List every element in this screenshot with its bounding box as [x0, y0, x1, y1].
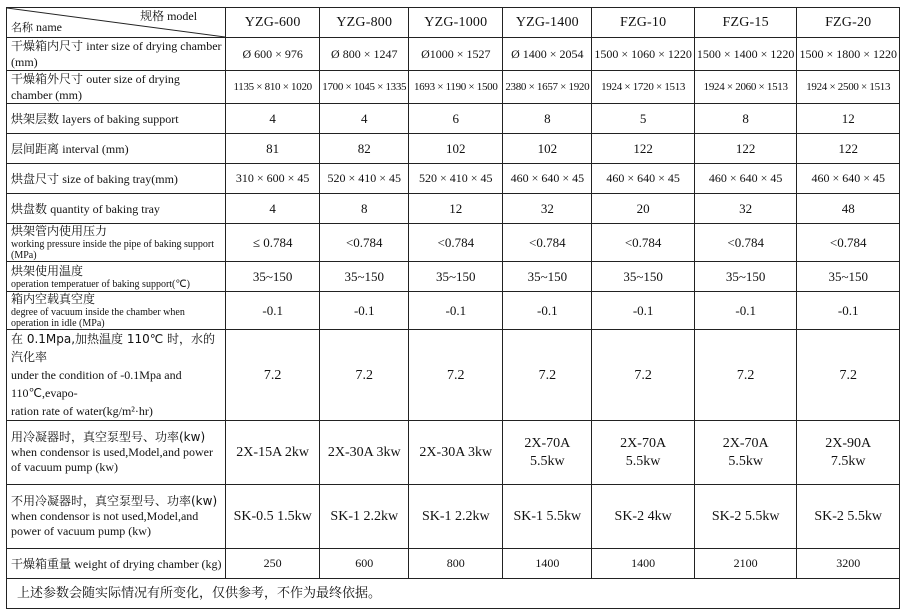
value-cell: Ø 600 × 976	[226, 38, 320, 71]
value-cell: 48	[797, 194, 900, 224]
value-cell: SK-1 2.2kw	[409, 485, 503, 549]
header-row	[7, 8, 900, 38]
row-label	[7, 292, 226, 330]
value-cell: -0.1	[694, 292, 797, 330]
value-cell: -0.1	[592, 292, 695, 330]
value-cell: 1500 × 1060 × 1220	[592, 38, 695, 71]
value-cell: <0.784	[320, 224, 409, 262]
spec-row	[7, 292, 900, 330]
value-cell: <0.784	[503, 224, 592, 262]
value-cell: 1135 × 810 × 1020	[226, 71, 320, 104]
value-cell: 1400	[503, 549, 592, 579]
row-label-en: outer size of drying chamber (mm)	[11, 72, 180, 102]
value-cell: 1693 × 1190 × 1500	[409, 71, 503, 104]
value-cell: 3200	[797, 549, 900, 579]
value-cell: 520 × 410 × 45	[320, 164, 409, 194]
value-cell: 122	[797, 134, 900, 164]
row-label-en: when condensor is used,Model,and power	[11, 445, 213, 459]
spec-row	[7, 104, 900, 134]
value-cell: 1400	[592, 549, 695, 579]
value-cell: 460 × 640 × 45	[797, 164, 900, 194]
value-cell: 7.2	[503, 330, 592, 421]
row-label	[7, 549, 226, 579]
row-label-zh: 在 0.1Mpa,加热温度 110℃ 时，水的汽化率	[11, 332, 216, 364]
row-label	[7, 71, 226, 104]
value-cell: 1924 × 2500 × 1513	[797, 71, 900, 104]
value-cell: <0.784	[797, 224, 900, 262]
row-label	[7, 194, 226, 224]
value-cell: 460 × 640 × 45	[694, 164, 797, 194]
footnote-row	[7, 579, 900, 609]
model-header-6: FZG-20	[797, 8, 900, 38]
model-header-2: YZG-1000	[409, 8, 503, 38]
value-cell: 460 × 640 × 45	[503, 164, 592, 194]
row-label-zh: 不用冷凝器时，真空泵型号、功率(kw)	[11, 494, 218, 508]
row-label	[7, 134, 226, 164]
value-cell: 32	[503, 194, 592, 224]
value-cell: 7.2	[320, 330, 409, 421]
model-header-3: YZG-1400	[503, 8, 592, 38]
row-label-en: power of vacuum pump (kw)	[11, 524, 151, 538]
row-label-en: size of baking tray(mm)	[62, 171, 178, 186]
value-cell: 2X-70A 5.5kw	[694, 421, 797, 485]
spec-row	[7, 262, 900, 292]
value-cell: 2100	[694, 549, 797, 579]
row-label-en: of vacuum pump (kw)	[11, 460, 118, 474]
value-cell: -0.1	[797, 292, 900, 330]
value-cell: 2X-70A 5.5kw	[503, 421, 592, 485]
row-label	[7, 224, 226, 262]
row-label-en: layers of baking support	[62, 111, 179, 126]
row-label-zh: 层间距离	[11, 141, 60, 156]
spec-row	[7, 38, 900, 71]
value-cell: 35~150	[226, 262, 320, 292]
name-label: 名称 name	[11, 20, 62, 34]
spec-table	[6, 7, 900, 609]
value-cell: 35~150	[409, 262, 503, 292]
value-cell: SK-1 2.2kw	[320, 485, 409, 549]
spec-row	[7, 549, 900, 579]
model-header-0: YZG-600	[226, 8, 320, 38]
value-cell: 12	[797, 104, 900, 134]
row-label	[7, 38, 226, 71]
value-cell: 7.2	[592, 330, 695, 421]
value-cell: 35~150	[320, 262, 409, 292]
value-cell: 81	[226, 134, 320, 164]
value-cell: 122	[694, 134, 797, 164]
value-cell: 35~150	[503, 262, 592, 292]
row-label	[7, 421, 226, 485]
spec-row	[7, 421, 900, 485]
row-label-zh: 烘盘尺寸	[11, 171, 60, 186]
row-label-en: weight of drying chamber (kg)	[74, 556, 222, 571]
value-cell: 8	[694, 104, 797, 134]
row-label-en: ration rate of water(kg/m²·hr)	[11, 404, 153, 418]
value-cell: 4	[226, 104, 320, 134]
row-label-en: when condensor is not used,Model,and	[11, 509, 199, 523]
value-cell: 5	[592, 104, 695, 134]
value-cell: 460 × 640 × 45	[592, 164, 695, 194]
spec-row	[7, 164, 900, 194]
value-cell: 1924 × 2060 × 1513	[694, 71, 797, 104]
value-cell: 7.2	[797, 330, 900, 421]
value-cell: 310 × 600 × 45	[226, 164, 320, 194]
row-label	[7, 164, 226, 194]
spec-row	[7, 134, 900, 164]
row-label	[7, 485, 226, 549]
row-label-zh: 烘盘数	[11, 201, 48, 216]
value-cell: ≤ 0.784	[226, 224, 320, 262]
value-cell: 2380 × 1657 × 1920	[503, 71, 592, 104]
row-label-zh: 烘架使用温度	[11, 263, 84, 278]
row-label-en: degree of vacuum inside the chamber when operation in idle (MPa)	[11, 307, 185, 329]
row-label	[7, 104, 226, 134]
value-cell: 7.2	[694, 330, 797, 421]
value-cell: 250	[226, 549, 320, 579]
row-label-zh: 干燥箱内尺寸	[11, 39, 84, 53]
row-label-en: working pressure inside the pipe of baking support (MPa)	[11, 239, 215, 261]
row-label-zh: 箱内空载真空度	[11, 292, 96, 306]
row-label-zh: 烘架层数	[11, 111, 60, 126]
value-cell: SK-2 5.5kw	[797, 485, 900, 549]
value-cell: -0.1	[409, 292, 503, 330]
footnote: 上述参数会随实际情况有所变化，仅供参考，不作为最终依据。	[7, 579, 900, 609]
value-cell: 520 × 410 × 45	[409, 164, 503, 194]
row-label-zh: 干燥箱重量	[11, 556, 72, 571]
value-cell: 35~150	[797, 262, 900, 292]
value-cell: 600	[320, 549, 409, 579]
value-cell: 2X-15A 2kw	[226, 421, 320, 485]
value-cell: 35~150	[592, 262, 695, 292]
value-cell: 1500 × 1800 × 1220	[797, 38, 900, 71]
value-cell: SK-0.5 1.5kw	[226, 485, 320, 549]
value-cell: 4	[320, 104, 409, 134]
value-cell: SK-1 5.5kw	[503, 485, 592, 549]
model-header-4: FZG-10	[592, 8, 695, 38]
value-cell: 7.2	[409, 330, 503, 421]
value-cell: 1924 × 1720 × 1513	[592, 71, 695, 104]
value-cell: 6	[409, 104, 503, 134]
row-label-en: quantity of baking tray	[50, 201, 160, 216]
row-label	[7, 262, 226, 292]
spec-row	[7, 224, 900, 262]
value-cell: -0.1	[226, 292, 320, 330]
value-cell: 2X-30A 3kw	[409, 421, 503, 485]
spec-row	[7, 485, 900, 549]
value-cell: Ø1000 × 1527	[409, 38, 503, 71]
row-label-en: interval (mm)	[62, 141, 129, 156]
value-cell: 12	[409, 194, 503, 224]
value-cell: 2X-90A 7.5kw	[797, 421, 900, 485]
value-cell: 8	[320, 194, 409, 224]
spec-table-body	[7, 8, 900, 609]
value-cell: -0.1	[320, 292, 409, 330]
spec-row	[7, 194, 900, 224]
value-cell: 4	[226, 194, 320, 224]
value-cell: 122	[592, 134, 695, 164]
row-label-zh: 用冷凝器时，真空泵型号、功率(kw)	[11, 430, 206, 444]
row-label-en: inter size of drying chamber (mm)	[11, 39, 222, 69]
model-header-5: FZG-15	[694, 8, 797, 38]
value-cell: 102	[409, 134, 503, 164]
value-cell: 32	[694, 194, 797, 224]
header-corner-cell	[7, 8, 226, 38]
value-cell: <0.784	[694, 224, 797, 262]
value-cell: Ø 800 × 1247	[320, 38, 409, 71]
value-cell: -0.1	[503, 292, 592, 330]
value-cell: 7.2	[226, 330, 320, 421]
value-cell: SK-2 4kw	[592, 485, 695, 549]
row-label-zh: 干燥箱外尺寸	[11, 72, 84, 86]
value-cell: 1700 × 1045 × 1335	[320, 71, 409, 104]
spec-row	[7, 71, 900, 104]
row-label-en: under the condition of -0.1Mpa and 110℃,evapo-	[11, 368, 182, 400]
value-cell: 2X-30A 3kw	[320, 421, 409, 485]
row-label	[7, 330, 226, 421]
value-cell: 800	[409, 549, 503, 579]
value-cell: 8	[503, 104, 592, 134]
value-cell: 2X-70A 5.5kw	[592, 421, 695, 485]
value-cell: Ø 1400 × 2054	[503, 38, 592, 71]
value-cell: 102	[503, 134, 592, 164]
value-cell: 1500 × 1400 × 1220	[694, 38, 797, 71]
value-cell: SK-2 5.5kw	[694, 485, 797, 549]
spec-model-label: 规格 model	[140, 9, 198, 23]
model-header-1: YZG-800	[320, 8, 409, 38]
value-cell: 20	[592, 194, 695, 224]
value-cell: 82	[320, 134, 409, 164]
row-label-en: operation temperatuer of baking support(℃)	[11, 278, 190, 290]
value-cell: <0.784	[409, 224, 503, 262]
spec-row	[7, 330, 900, 421]
value-cell: <0.784	[592, 224, 695, 262]
row-label-zh: 烘架管内使用压力	[11, 224, 108, 238]
value-cell: 35~150	[694, 262, 797, 292]
